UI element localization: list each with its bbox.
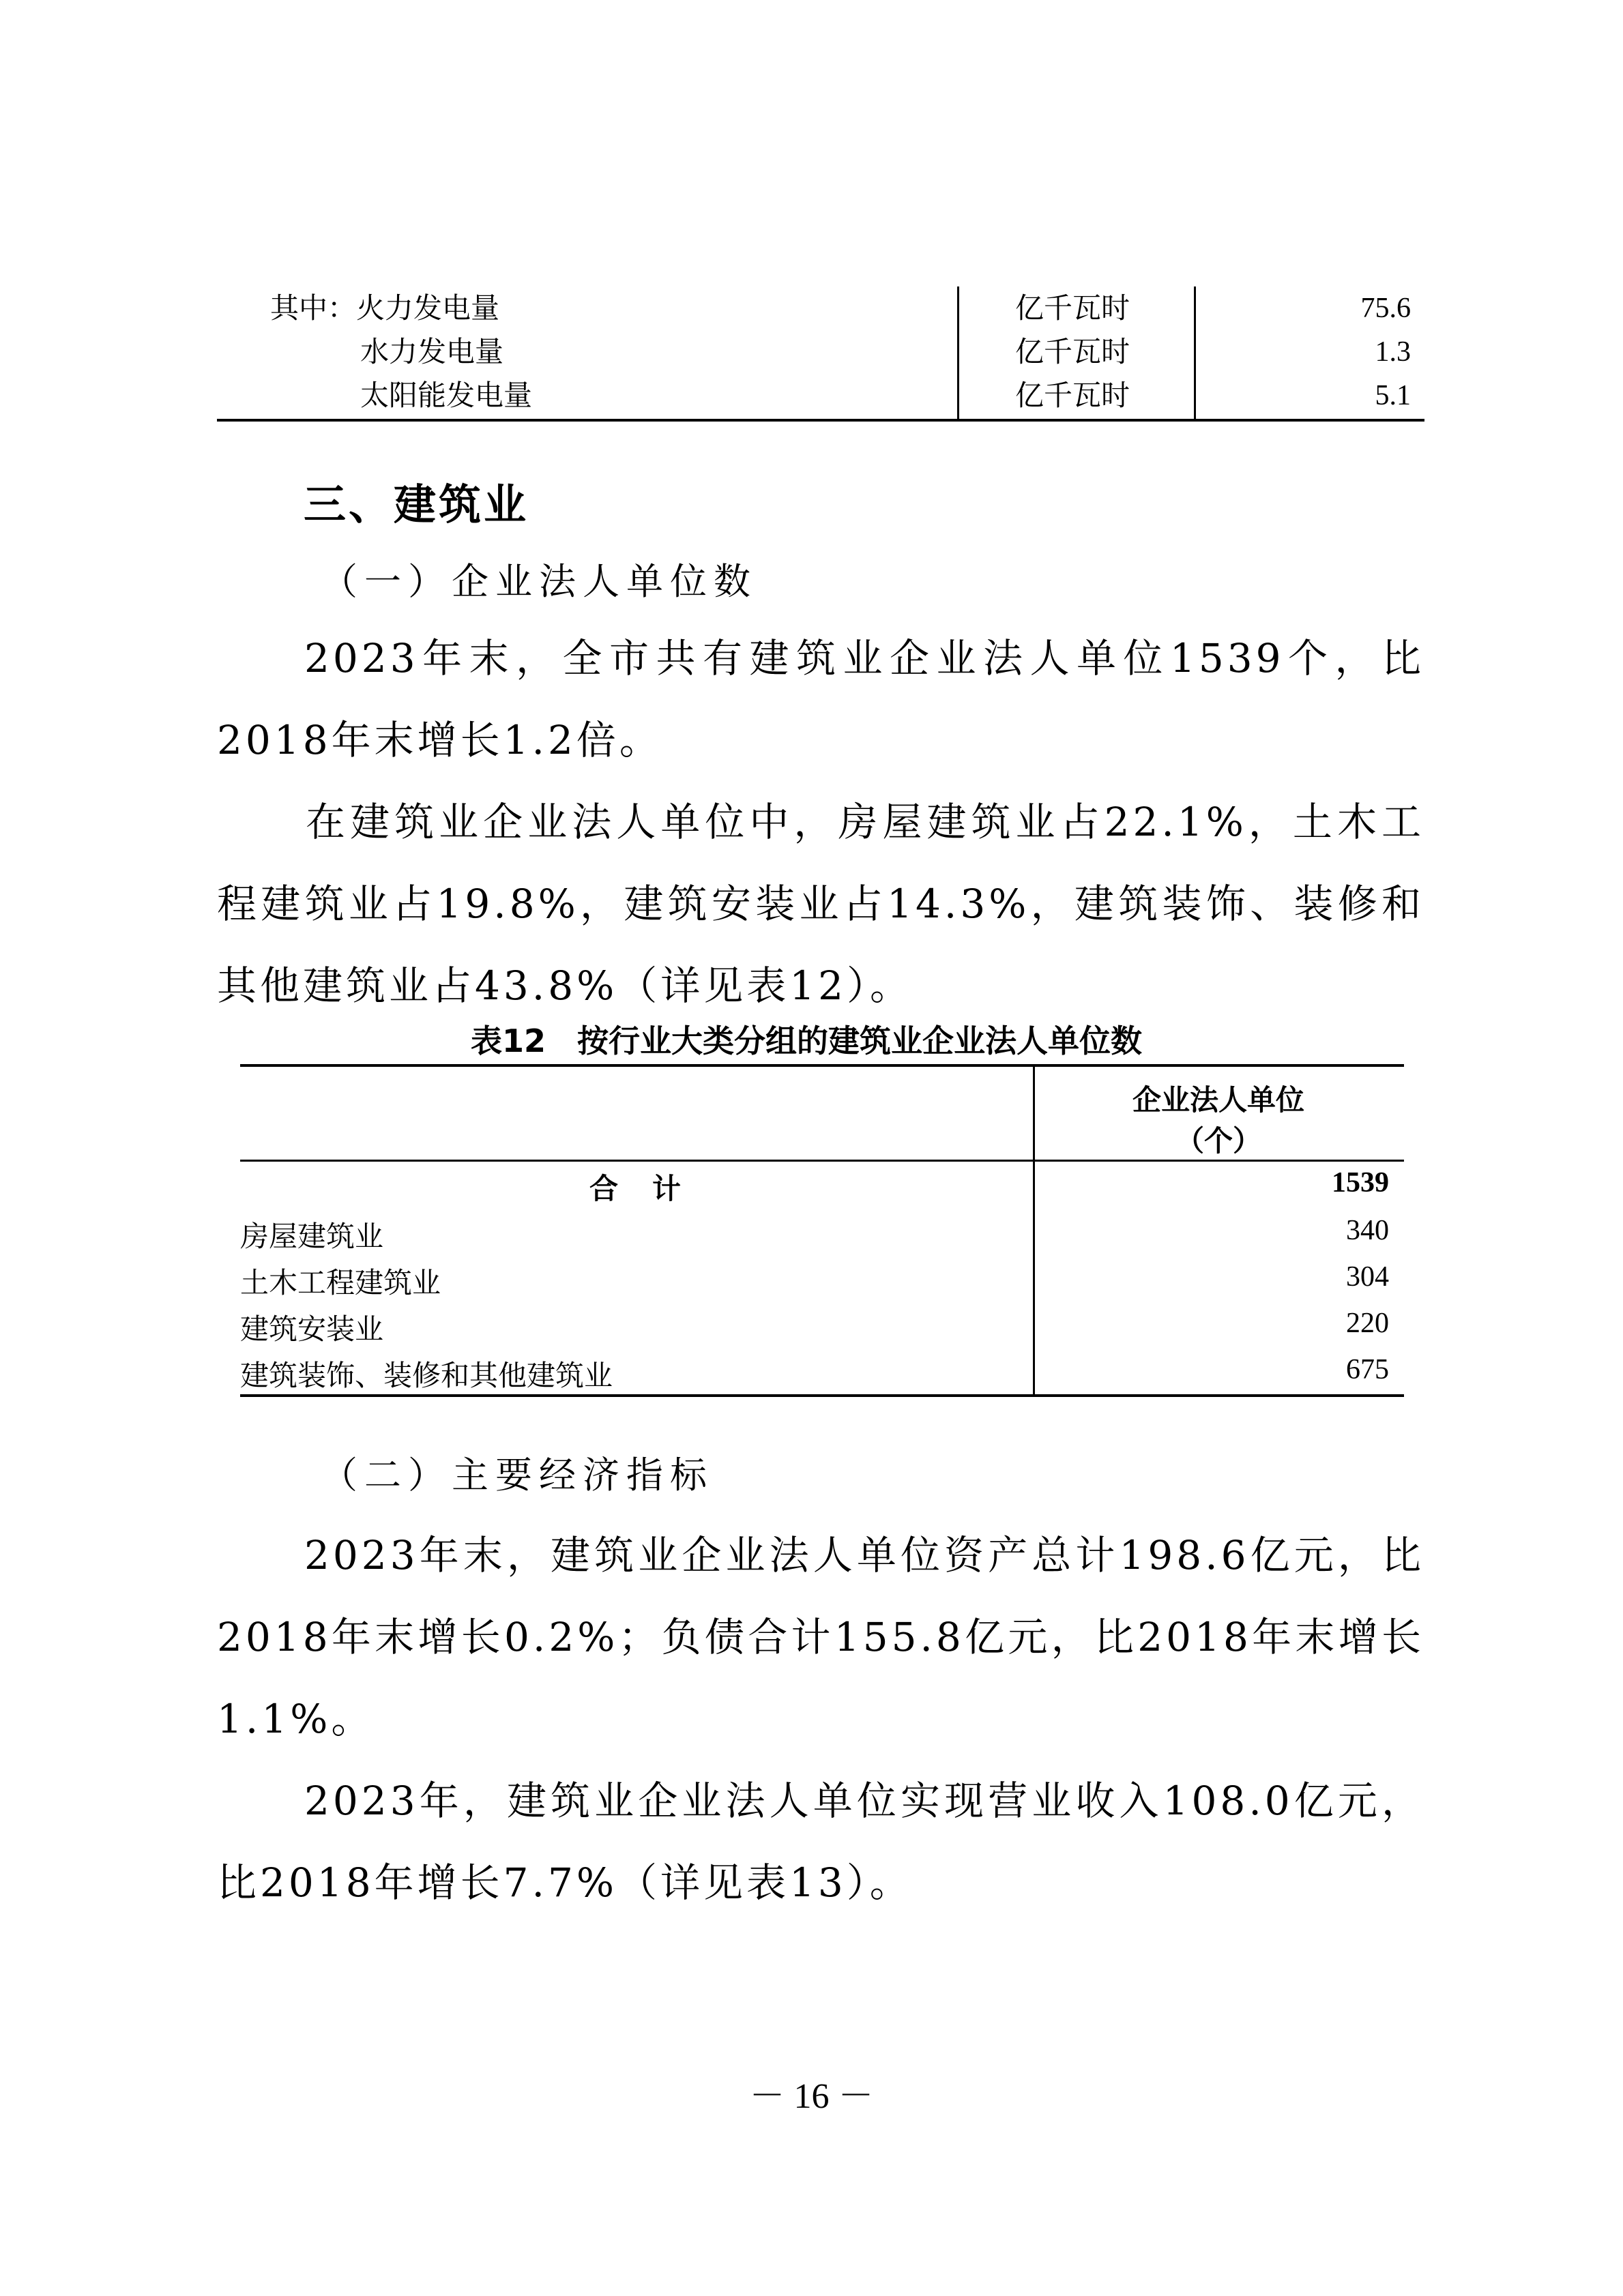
energy-table	[217, 286, 1424, 423]
paragraph: 在建筑业企业法人单位中，房屋建筑业占22.1%，土木工程建筑业占19.8%，建筑安装业占14.3%，建筑装饰、装修和其他建筑业占43.8%（详见表12）。	[217, 799, 1424, 1009]
row-label: 太阳能发电量	[360, 379, 533, 412]
row-unit: 亿千瓦时	[1015, 335, 1130, 368]
subheading-indicators: （二）主要经济指标	[321, 1454, 714, 1497]
table-row-value: 304	[1346, 1261, 1389, 1293]
row-label: 水力发电量	[360, 335, 504, 368]
header-rule	[240, 1160, 1404, 1162]
table-row-label: 土木工程建筑业	[240, 1266, 441, 1299]
column-header-unit: （个）	[1175, 1124, 1261, 1158]
subheading-enterprises: （一）企业法人单位数	[321, 560, 757, 603]
page-number: － 16 －	[749, 2077, 874, 2116]
row-unit: 亿千瓦时	[1015, 291, 1130, 325]
table-row	[217, 374, 1424, 417]
column-header: 企业法人单位	[1132, 1083, 1304, 1117]
row-label: 其中：火力发电量	[270, 291, 500, 325]
table-row-label: 建筑安装业	[240, 1312, 384, 1346]
row-unit: 亿千瓦时	[1015, 379, 1130, 412]
table-row-label: 房屋建筑业	[240, 1220, 384, 1253]
table-row-label: 建筑装饰、装修和其他建筑业	[240, 1359, 613, 1392]
column-divider	[957, 286, 959, 420]
table-bottom-rule	[240, 1394, 1404, 1397]
table-top-rule	[240, 1064, 1404, 1067]
table-row	[217, 286, 1424, 330]
table-row-value: 675	[1346, 1354, 1389, 1385]
table-row	[217, 330, 1424, 374]
table-caption: 表12 按行业大类分组的建筑业企业法人单位数	[471, 1022, 1143, 1059]
row-value: 1.3	[1375, 336, 1411, 368]
table-row-value: 340	[1346, 1215, 1389, 1246]
column-divider	[1194, 286, 1196, 420]
table-row-value: 220	[1346, 1308, 1389, 1339]
paragraph: 2023年末，建筑业企业法人单位资产总计198.6亿元，比2018年末增长0.2%；负债合计155.8亿元，比2018年末增长1.1%。	[217, 1532, 1424, 1742]
total-label: 合 计	[589, 1172, 684, 1205]
paragraph: 2023年，建筑业企业法人单位实现营业收入108.0亿元，比2018年增长7.7%（详见表13）。	[217, 1778, 1424, 1906]
table-12	[240, 1064, 1404, 1405]
table-bottom-rule	[217, 419, 1424, 422]
section-heading: 三、建筑业	[304, 480, 529, 529]
row-value: 75.6	[1360, 293, 1411, 324]
total-value: 1539	[1332, 1167, 1389, 1198]
paragraph: 2023年末，全市共有建筑业企业法人单位1539个，比2018年末增长1.2倍。	[217, 635, 1424, 763]
row-value: 5.1	[1375, 380, 1411, 411]
